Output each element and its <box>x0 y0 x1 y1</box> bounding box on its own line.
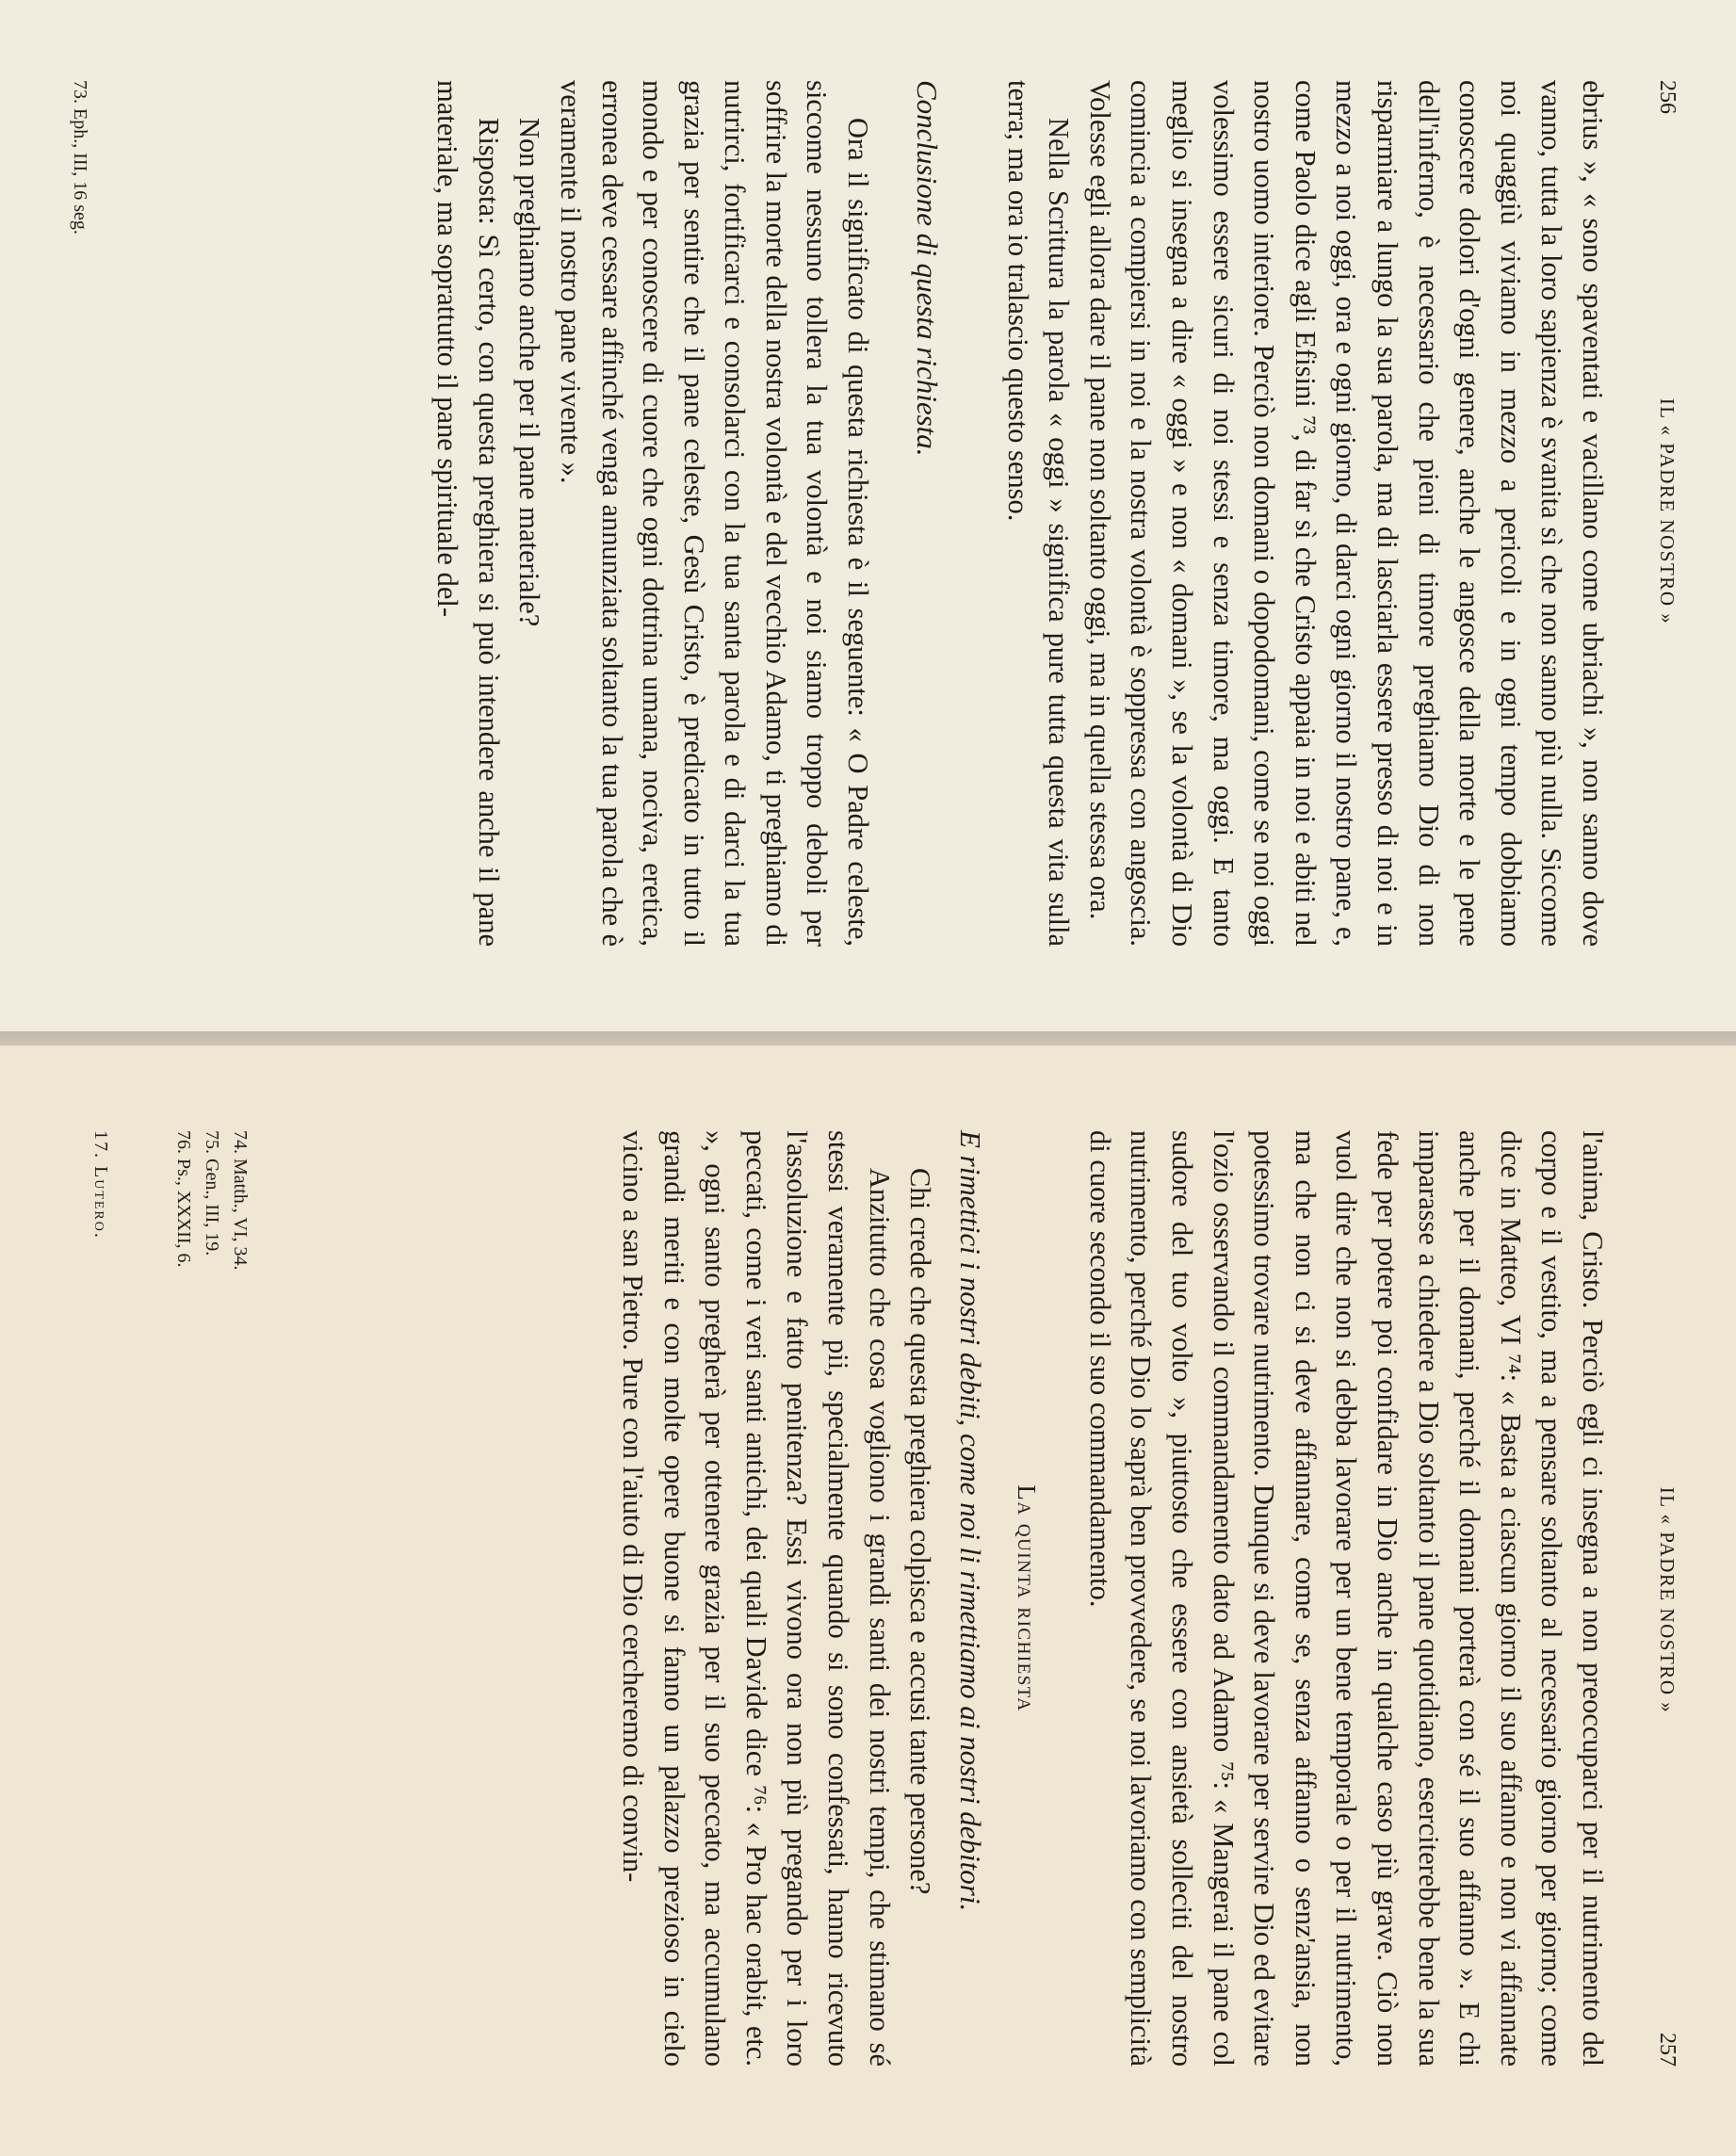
running-head-title: IL « PADRE NOSTRO » <box>1656 397 1679 625</box>
body-paragraph: Anzitutto che cosa vogliono i grandi santi dei nostri tempi, che stimano sé stessi veramente pii, specialmente quando si sono confessati, hanno ricevuto l'assoluzione e fatto penitenza? Essi vivono ora non più pregando per i loro peccati, come i veri santi antichi, dei quali Davide dice ⁷⁶: « Pro hac orabit, etc. », ogni santo pregherà per ottenere grazia per il suo peccato, ma accumulano grandi meriti e con molte opere buone si fanno un palazzo prezioso in cielo vicino a san Pietro. Pure con l'aiuto di Dio cercheremo di convin- <box>617 1130 896 2067</box>
footnote: 76. Ps., XXXII, 6. <box>173 1130 194 1268</box>
footnote: 73. Eph., III, 16 seg. <box>70 80 90 235</box>
body-paragraph: Risposta: Sì certo, con questa preghiera si può intendere anche il pane materiale, ma soprattutto il pane spirituale del- <box>431 80 505 947</box>
section-heading: La quinta richiesta <box>1013 1484 1042 1712</box>
footnotes <box>170 1130 254 2067</box>
running-head <box>1654 80 1679 947</box>
body-paragraph: Non preghiamo anche per il pane materiale? <box>513 118 546 627</box>
body-paragraph: ebrius », « sono spaventati e vacillano come ubriachi », non sanno dove vanno, tutta la loro sapienza è svanita sì che non sanno più nulla. Siccome noi quaggiù viviamo in mezzo a pericoli e in ogni tempo dobbiamo conoscere dolori d'ogni genere, anche le angosce della morte e le pene dell'inferno, è necessario che pieni di timore preghiamo Dio di non risparmiare a lungo la sua parola, ma di lasciarla essere presso di noi e in mezzo a noi oggi, ora e ogni giorno, di darci ogni giorno il nostro pane, e, come Paolo dice agli Efisini ⁷³, di far sì che Cristo appaia in noi e abiti nel nostro uomo interiore. Perciò non domani o dopodomani, come se noi oggi volessimo essere sicuri di noi stessi e senza timore, ma oggi. E tanto meglio si insegna a dire « oggi » e non « domani », se la volontà di Dio comincia a compiersi in noi e la nostra volontà è soppressa con angoscia. Volesse egli allora dare il pane non soltanto oggi, ma in quella stessa ora. <box>1083 80 1609 947</box>
request-title: E rimettici i nostri debiti, come noi li rimettiamo ai nostri debitori. <box>954 1130 988 1912</box>
running-head <box>1654 1130 1679 2067</box>
footnote: 75. Gen., III, 19. <box>202 1130 222 1256</box>
body-paragraph: l'anima, Cristo. Perciò egli ci insegna a non preoccuparci per il nutrimento del corpo e il vestito, ma a pensare soltanto al necessario giorno per giorno; come dice in Matteo, VI ⁷⁴: « Basta a ciascun giorno il suo affanno e non vi affannate anche per il domani, perché il domani porterà con sé il suo affanno ». E chi imparasse a chiedere a Dio soltanto il pane quotidiano, eserciterebbe bene la sua fede per potere poi confidare in Dio anche in qualche caso più grave. Ciò non vuol dire che non si debba lavorare per un bene temporale o per il nutrimento, ma che non ci si deve affannare, come se, senza affanno o senz'ansia, non potessimo trovare nutrimento. Dunque si deve lavorare per servire Dio ed evitare l'ozio osservando il commandamento dato ad Adamo ⁷⁵: « Mangerai il pane col sudore del tuo volto », piuttosto che essere con ansietà solleciti del nostro nutrimento, perché Dio lo saprà ben provvedere, se noi lavoriamo con semplicità di cuore secondo il suo commandamento. <box>1083 1130 1609 2067</box>
body-paragraph: Chi crede che questa preghiera colpisca e accusi tante persone? <box>904 1168 937 1895</box>
body-paragraph: Nella Scrittura la parola « oggi » significa pure tutta questa vita sulla terra; ma ora io tralascio questo senso. <box>1001 80 1076 947</box>
footnotes <box>66 80 94 947</box>
page-256 <box>0 0 1736 1031</box>
signature-mark: 17. Lutero. <box>90 1130 111 1240</box>
running-head-title: IL « PADRE NOSTRO » <box>1656 1486 1679 1714</box>
page-number: 256 <box>1655 80 1679 114</box>
page-number: 257 <box>1655 2033 1679 2067</box>
body-paragraph: Ora il significato di questa richiesta è il seguente: « O Padre celeste, siccome nessuno tollera la tua volontà e noi siamo troppo deboli per soffrire la morte della nostra volontà e del vecchio Adamo, ti preghiamo di nutrirci, fortificarci e consolarci con la tua santa parola e di darci la tua grazia per sentire che il pane celeste, Gesù Cristo, è predicato in tutto il mondo e per conoscere di cuore che ogni dottrina umana, nociva, eretica, erronea deve cessare affinché venga annunziata soltanto la tua parola che è veramente il nostro pane vivente ». <box>554 80 875 947</box>
page-257 <box>0 1046 1736 2156</box>
section-title: Conclusione di questa richiesta. <box>911 80 945 457</box>
footnote: 74. Matth., VI, 34. <box>230 1130 251 1271</box>
